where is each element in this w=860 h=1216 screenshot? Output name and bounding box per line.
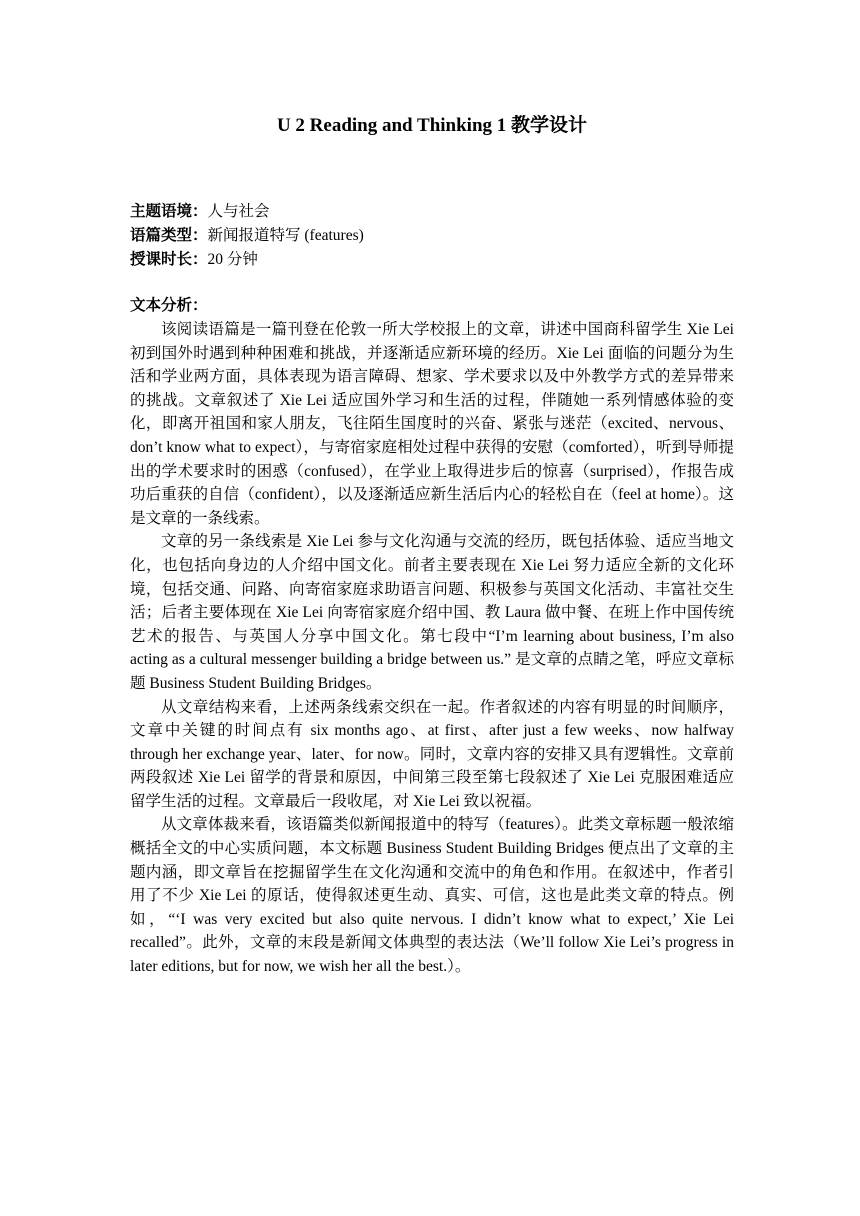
analysis-paragraph: 该阅读语篇是一篇刊登在伦敦一所大学校报上的文章，讲述中国商科留学生 Xie Lei 初到国外时遇到种种困难和挑战，并逐渐适应新环境的经历。Xie Lei 面临的问题分为生活和学业两方面，具体表现为语言障碍、想家、学术要求以及中外教学方式的差异带来的挑战。文章叙述了 Xie Lei 适应国外学习和生活的过程，伴随她一系列情感体验的变化，即离开祖国和家人朋友，飞往陌生国度时的兴奋、紧张与迷茫（excited、nervous、don’t know what to expect），与寄宿家庭相处过程中获得的安慰（comforted），听到导师提出的学术要求时的困惑（confused），在学业上取得进步后的惊喜（surprised），作报告成功后重获的自信（confident），以及逐渐适应新生活后内心的轻松自在（feel at home）。这是文章的一条线索。	[130, 321, 734, 527]
meta-genre	[130, 224, 734, 248]
analysis-paragraph: 从文章结构来看，上述两条线索交织在一起。作者叙述的内容有明显的时间顺序，文章中关键的时间点有 six months ago、at first、after just a few weeks、now halfway through her exchange year、later、for now。同时，文章内容的安排又具有逻辑性。文章前两段叙述 Xie Lei 留学的背景和原因，中间第三段至第七段叙述了 Xie Lei 克服困难适应留学生活的过程。文章最后一段收尾，对 Xie Lei 致以祝福。	[130, 698, 734, 810]
meta-duration	[130, 248, 734, 272]
meta-genre-value: 新闻报道特写 (features)	[207, 227, 364, 244]
meta-topic	[130, 200, 734, 224]
meta-duration-label: 授课时长：	[130, 251, 208, 268]
analysis-paragraph: 文章的另一条线索是 Xie Lei 参与文化沟通与交流的经历，既包括体验、适应当地文化，也包括向身边的人介绍中国文化。前者主要表现在 Xie Lei 努力适应全新的文化环境，包括交通、问路、向寄宿家庭求助语言问题、积极参与英国文化活动、丰富社交生活；后者主要体现在 Xie Lei 向寄宿家庭介绍中国、教 Laura 做中餐、在班上作中国传统艺术的报告、与英国人分享中国文化。第七段中“I’m learning about business, I’m also acting as a cultural messenger building a bridge between us.” 是文章的点睛之笔，呼应文章标题 Business Student Building Bridges。	[130, 533, 734, 692]
meta-duration-value: 20 分钟	[207, 251, 258, 268]
document-page	[130, 112, 734, 979]
meta-topic-value: 人与社会	[207, 203, 270, 220]
meta-genre-label: 语篇类型：	[130, 227, 208, 244]
analysis-paragraph: 从文章体裁来看，该语篇类似新闻报道中的特写（features）。此类文章标题一般浓缩概括全文的中心实质问题，本文标题 Business Student Building Bridges 便点出了文章的主题内涵，即文章旨在挖掘留学生在文化沟通和交流中的角色和作用。在叙述中，作者引用了不少 Xie Lei 的原话，使得叙述更生动、真实、可信，这也是此类文章的特点。例如，“‘I was very excited but also quite nervous. I didn’t know what to expect,’ Xie Lei recalled”。此外，文章的末段是新闻文体典型的表达法（We’ll follow Xie Lei’s progress in later editions, but for now, we wish her all the best.）。	[130, 816, 734, 976]
document-title: U 2 Reading and Thinking 1 教学设计	[276, 115, 588, 136]
meta-topic-label: 主题语境：	[130, 203, 208, 220]
meta-block	[130, 200, 734, 272]
analysis-body	[130, 318, 734, 979]
analysis-heading: 文本分析：	[130, 297, 208, 314]
